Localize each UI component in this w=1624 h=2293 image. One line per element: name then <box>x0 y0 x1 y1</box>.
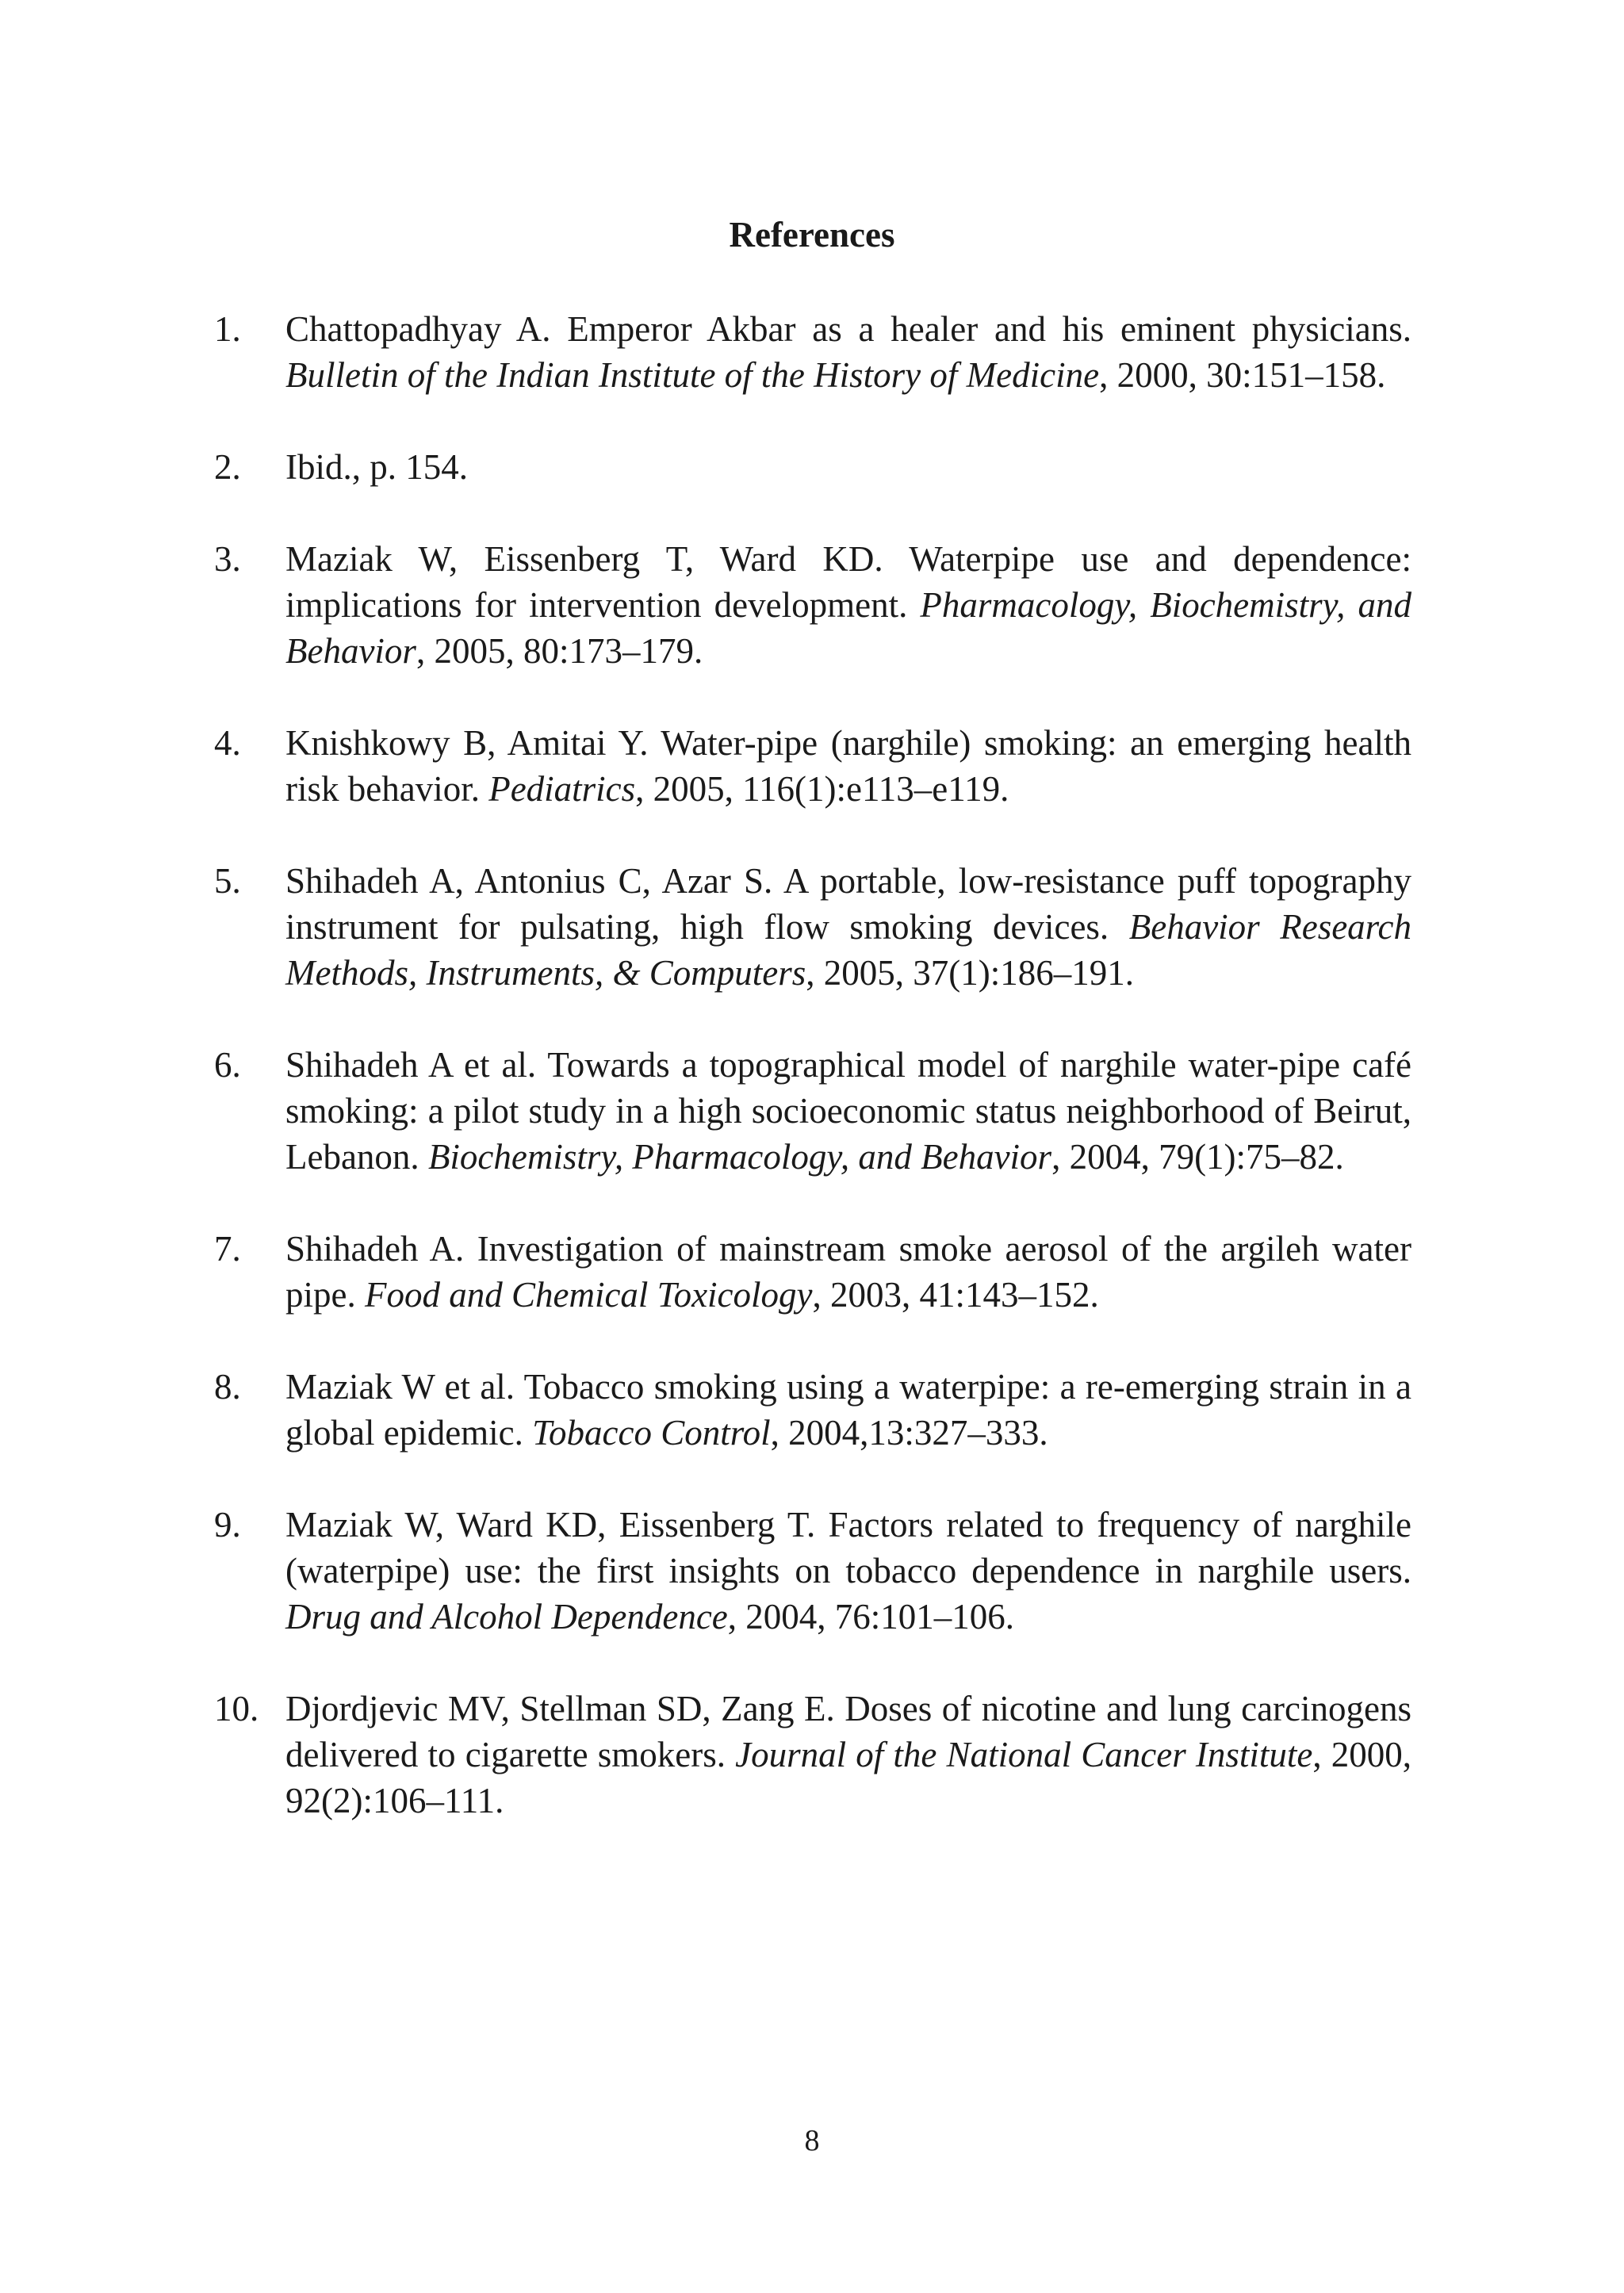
reference-number: 3. <box>214 539 241 579</box>
reference-text: Djordjevic MV, Stellman SD, Zang E. Doses of nicotine and lung carcinogens delivered to cigarette smokers. Journal of the National Cancer Institute, 2000, 92(2):106–111. <box>285 1689 1411 1820</box>
reference-number: 9. <box>214 1505 241 1545</box>
reference-number: 2. <box>214 447 241 487</box>
reference-text: Shihadeh A et al. Towards a topographical model of narghile water-pipe café smoking: a pilot study in a high socioeconomic status neighborhood of Beirut, Lebanon. Biochemistry, Pharmacology, and Behavior, 2004, 79(1):75–82. <box>285 1045 1411 1177</box>
reference-item <box>214 1686 1411 1824</box>
journal-title: Drug and Alcohol Dependence <box>285 1597 728 1636</box>
reference-list <box>214 306 1411 1870</box>
reference-item <box>214 1042 1411 1180</box>
journal-title: Behavior Research Methods, Instruments, & Computers <box>285 907 1411 993</box>
journal-title: Pharmacology, Biochemistry, and Behavior <box>285 585 1411 671</box>
reference-number: 6. <box>214 1045 241 1085</box>
reference-text: Maziak W et al. Tobacco smoking using a waterpipe: a re-emerging strain in a global epidemic. Tobacco Control, 2004,13:327–333. <box>285 1367 1411 1453</box>
reference-text: Knishkowy B, Amitai Y. Water-pipe (narghile) smoking: an emerging health risk behavior. Pediatrics, 2005, 116(1):e113–e119. <box>285 723 1411 809</box>
reference-item <box>214 858 1411 996</box>
reference-item <box>214 1502 1411 1640</box>
page-number: 8 <box>804 2124 820 2157</box>
reference-number: 4. <box>214 723 241 763</box>
reference-text: Maziak W, Eissenberg T, Ward KD. Waterpipe use and dependence: implications for intervention development. Pharmacology, Biochemistry, and Behavior, 2005, 80:173–179. <box>285 539 1411 671</box>
reference-number: 5. <box>214 861 241 901</box>
reference-number: 10. <box>214 1689 259 1728</box>
journal-title: Food and Chemical Toxicology <box>364 1275 813 1315</box>
journal-title: Journal of the National Cancer Institute <box>735 1735 1313 1774</box>
journal-title: Bulletin of the Indian Institute of the History of Medicine <box>285 355 1100 395</box>
reference-item <box>214 536 1411 674</box>
reference-item <box>214 1226 1411 1318</box>
reference-number: 1. <box>214 309 241 349</box>
reference-item <box>214 306 1411 398</box>
journal-title: Biochemistry, Pharmacology, and Behavior <box>427 1137 1052 1177</box>
reference-number: 7. <box>214 1229 241 1269</box>
reference-text: Shihadeh A, Antonius C, Azar S. A portable, low-resistance puff topography instrument for pulsating, high flow smoking devices. Behavior Research Methods, Instruments, & Computers, 2005, 37(1):186–191. <box>285 861 1411 993</box>
page-title: References <box>729 215 895 255</box>
journal-title: Tobacco Control <box>532 1413 771 1453</box>
reference-text: Chattopadhyay A. Emperor Akbar as a healer and his eminent physicians. Bulletin of the Indian Institute of the History of Medicine, 2000, 30:151–158. <box>285 309 1411 395</box>
reference-item <box>214 1364 1411 1456</box>
journal-title: Pediatrics <box>488 769 636 809</box>
reference-number: 8. <box>214 1367 241 1407</box>
reference-text: Ibid., p. 154. <box>285 447 468 487</box>
reference-item <box>214 720 1411 812</box>
reference-text: Shihadeh A. Investigation of mainstream smoke aerosol of the argileh water pipe. Food and Chemical Toxicology, 2003, 41:143–152. <box>285 1229 1411 1315</box>
reference-item <box>214 444 1411 490</box>
reference-text: Maziak W, Ward KD, Eissenberg T. Factors related to frequency of narghile (waterpipe) use: the first insights on tobacco dependence in narghile users. Drug and Alcohol Dependence, 2004, 76:101–106. <box>285 1505 1411 1636</box>
